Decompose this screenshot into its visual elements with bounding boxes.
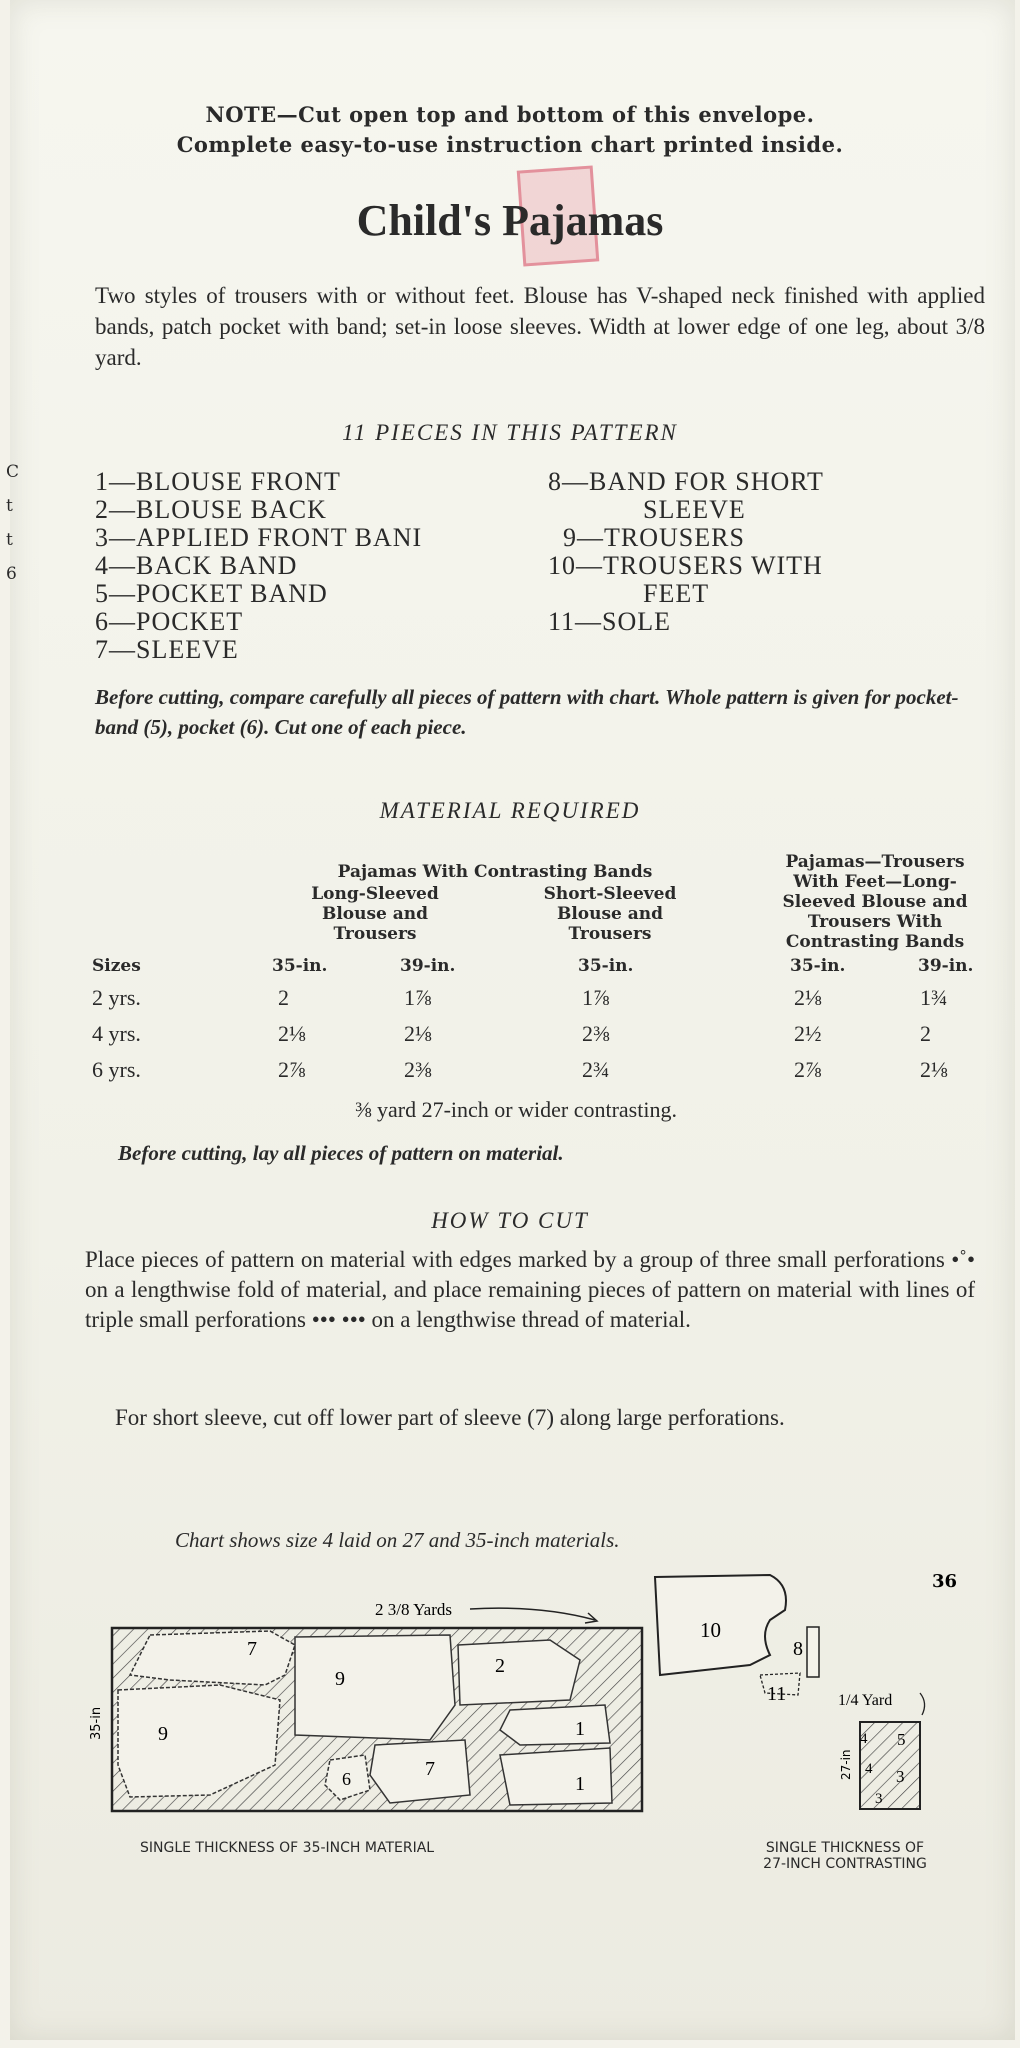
piece-item: SLEEVE [643,495,746,524]
material-heading: MATERIAL REQUIRED [379,798,641,823]
row-value: 2⅛ [794,985,822,1010]
piece-item: 9—TROUSERS [563,523,745,552]
piece-item: 4—BACK BAND [95,551,298,580]
piece-item: 10—TROUSERS WITH [548,551,823,580]
yards-arrow [470,1608,595,1620]
quarter-yard-label: 1/4 Yard [838,1692,893,1709]
caption-27in [720,1840,970,1872]
row-value: 2½ [794,1021,822,1046]
row-value: 2⅛ [920,1057,948,1082]
note-line: NOTE—Cut open top and bottom of this envelope. [205,102,815,127]
group2-title: Pajamas—Trousers With Feet—Long-Sleeved Blouse and Trousers With Contrasting Bands [782,852,968,952]
piece-item: 3—APPLIED FRONT BANI [95,523,423,552]
caption-line: 27-INCH CONTRASTING [763,1856,927,1872]
how-to-cut-paragraph: Place pieces of pattern on material with edges marked by a group of three small perforations •˚• on a lengthwise fold of material, and place remaining pieces of pattern on material with lines of triple small perforations ••• ••• on a lengthwise thread of material. [85,1247,975,1332]
piece-label: 5 [897,1730,906,1749]
piece-label: 1 [575,1773,585,1795]
side-fragment [6,455,19,591]
material-row [92,1057,992,1093]
piece-1a-shape [500,1705,610,1745]
piece-label: 1 [575,1718,585,1740]
row-value: 2¾ [582,1057,610,1082]
piece-label: 6 [342,1769,351,1789]
pieces-heading: 11 PIECES IN THIS PATTERN [342,420,678,445]
row-value: 2⅜ [582,1021,610,1046]
piece-item: 7—SLEEVE [95,635,239,664]
group1-title: Pajamas With Contrasting Bands [337,862,653,882]
row-size: 6 yrs. [92,1057,141,1082]
side-letter: t [6,530,13,550]
piece-label: 10 [700,1618,721,1642]
row-size: 4 yrs. [92,1021,141,1046]
row-value: 2⅛ [404,1021,432,1046]
piece-label: 9 [158,1723,168,1745]
piece-label: 8 [793,1638,803,1660]
pieces-list-right [548,468,824,636]
piece-label: 4 [865,1761,873,1777]
piece-label: 3 [896,1767,905,1786]
chart-caption: Chart shows size 4 laid on 27 and 35-inch materials. [175,1528,620,1552]
col-header: 35-in. [272,956,328,976]
col-header: 39-in. [918,956,974,976]
piece-label: 7 [425,1758,435,1780]
envelope-note [0,100,1020,160]
piece-item: FEET [643,579,710,608]
piece-7b-shape [370,1740,470,1803]
quarter-yard-arrow [920,1693,925,1715]
piece-label: 9 [335,1668,345,1690]
caption-line: SINGLE THICKNESS OF [765,1840,925,1856]
piece-item: 2—BLOUSE BACK [95,495,327,524]
side-letter: t [6,496,13,516]
material-row [92,985,992,1021]
piece-item: 6—POCKET [95,607,244,636]
material-rows [92,985,992,1093]
sizes-label: Sizes [92,956,141,976]
pattern-description: Two styles of trousers with or without feet. Blouse has V-shaped neck finished with applied bands, patch pocket with band; set-in loose sleeves. Width at lower edge of one leg, about 3/8 yard. [95,283,985,370]
row-value: 2 [920,1021,931,1046]
note-line: Complete easy-to-use instruction chart printed inside. [176,132,844,157]
piece-8-shape [807,1627,819,1677]
col-header: 39-in. [400,956,456,976]
piece-2-shape [458,1640,580,1705]
piece-item: 5—POCKET BAND [95,579,328,608]
side-letter: C [6,462,20,482]
row-value: 2⅞ [278,1057,306,1082]
yards-label: 2 3/8 Yards [375,1600,452,1619]
short-sleeve-paragraph: For short sleeve, cut off lower part of sleeve (7) along large perforations. [115,1405,785,1430]
material-row [92,1021,992,1057]
how-to-cut-heading: HOW TO CUT [431,1208,589,1233]
col-header: 35-in. [578,956,634,976]
piece-9b-shape [295,1635,455,1740]
row-value: 2⅜ [404,1057,432,1082]
piece-label: 2 [495,1655,505,1677]
piece-label: 4 [860,1731,868,1747]
page-title: Child's Pajamas [356,196,664,245]
piece-item: 11—SOLE [548,607,672,636]
piece-label: 11 [767,1683,787,1705]
label-35in: 35-in [89,1706,104,1740]
pattern-code: 36 [932,1571,958,1592]
side-letter: 6 [6,564,17,584]
piece-item: 8—BAND FOR SHORT [548,467,824,496]
lay-note: Before cutting, lay all pieces of pattern on material. [118,1141,564,1165]
group1a-title: Long-Sleeved Blouse and Trousers [311,884,439,944]
pieces-list-left [95,468,422,664]
piece-7-shape [130,1631,295,1685]
row-value: 2⅛ [278,1021,306,1046]
col-header: 35-in. [790,956,846,976]
row-value: 1¾ [920,985,948,1010]
piece-label: 3 [875,1791,883,1807]
row-value: 1⅞ [582,985,610,1010]
piece-item: 1—BLOUSE FRONT [95,467,341,496]
group1b-title: Short-Sleeved Blouse and Trousers [543,884,677,944]
compare-note: Before cutting, compare carefully all pieces of pattern with chart. Whole pattern is given for pocket-band (5), pocket (6). Cut one of each piece. [95,685,959,739]
piece-label: 7 [247,1638,257,1660]
cutting-layout-diagram [70,1565,970,1830]
label-27in: 27-in [839,1749,853,1780]
contrasting-note: ⅜ yard 27-inch or wider contrasting. [355,1097,677,1122]
caption-35in: SINGLE THICKNESS OF 35-INCH MATERIAL [140,1840,435,1856]
row-value: 2 [278,985,289,1010]
row-size: 2 yrs. [92,985,141,1010]
row-value: 2⅞ [794,1057,822,1082]
row-value: 1⅞ [404,985,432,1010]
piece-1b-shape [500,1748,612,1805]
